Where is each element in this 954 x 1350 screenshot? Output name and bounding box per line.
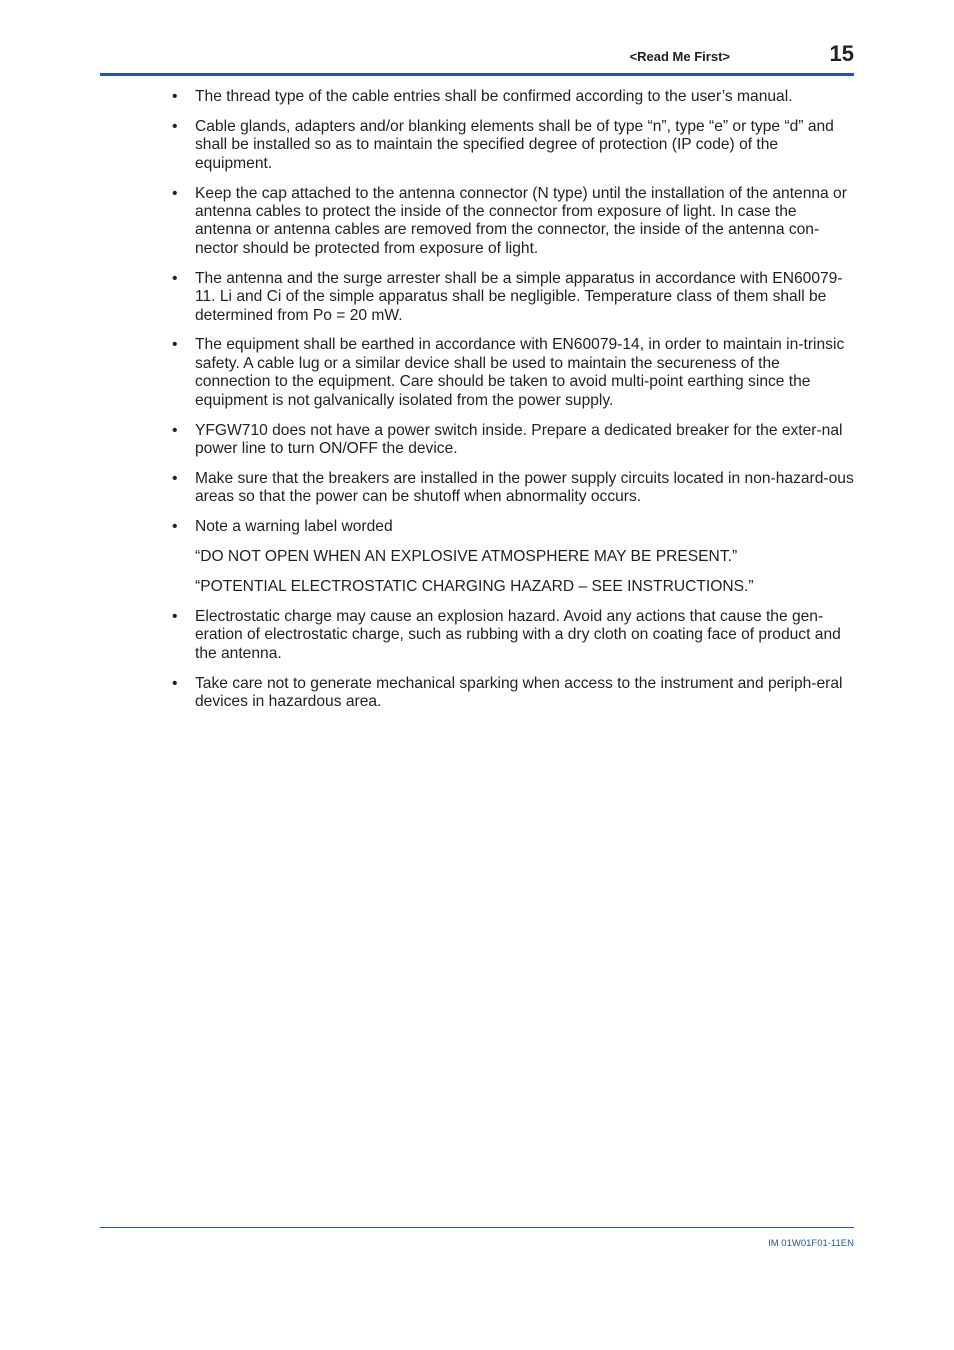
bullet-marker: • <box>172 88 178 105</box>
warning-label-text: “POTENTIAL ELECTROSTATIC CHARGING HAZARD – SEE INSTRUCTIONS.” <box>195 578 754 596</box>
bullet-marker: • <box>172 117 178 135</box>
bullet-item <box>172 675 856 712</box>
bullet-text: Note a warning label worded <box>195 518 393 536</box>
content-body <box>172 88 856 723</box>
bullet-text: Keep the cap attached to the antenna connector (N type) until the installation of the antenna or antenna cables to protect the inside of the connector from exposure of light. In case the antenna or antenna cables are removed from the connector, the inside of the antenna con-nector should be protected from exposure of light. <box>195 184 847 257</box>
bullet-item <box>172 118 856 173</box>
bullet-text: YFGW710 does not have a power switch inside. Prepare a dedicated breaker for the exter-nal power line to turn ON/OFF the device. <box>195 421 843 457</box>
bullet-marker: • <box>172 674 178 692</box>
bullet-item <box>172 270 856 325</box>
bullet-marker: • <box>172 518 178 536</box>
bullet-marker: • <box>172 421 178 439</box>
bullet-marker: • <box>172 607 178 625</box>
bullet-marker: • <box>172 469 178 487</box>
bullet-text: Make sure that the breakers are installed in the power supply circuits located in non-hazard-ous areas so that the power can be shutoff when abnormality occurs. <box>195 469 854 506</box>
bullet-item <box>172 336 856 410</box>
bullet-text: Electrostatic charge may cause an explosion hazard. Avoid any actions that cause the gen-eration of electrostatic charge, such as rubbing with a dry cloth on coating face of product and the antenna. <box>195 607 841 662</box>
bullet-item <box>172 470 856 507</box>
bullet-text: Cable glands, adapters and/or blanking elements shall be of type “n”, type “e” or type “d” and shall be installed so as to maintain the specified degree of protection (IP code) of the equipment. <box>195 117 834 172</box>
bullet-item <box>172 88 856 106</box>
bullet-text: The equipment shall be earthed in accordance with EN60079-14, in order to maintain in-trinsic safety. A cable lug or a similar device shall be used to maintain the secureness of the connection to the equipment. Care should be taken to avoid multi-point earthing since the equipment is not galvanically isolated from the power supply. <box>195 336 845 409</box>
bullet-marker: • <box>172 184 178 202</box>
bullet-marker: • <box>172 269 178 287</box>
running-header-label: <Read Me First> <box>629 49 730 64</box>
bullet-text: The antenna and the surge arrester shall be a simple apparatus in accordance with EN60079-11. Li and Ci of the simple apparatus shall be negligible. Temperature class of them shall be determined from Po = 20 mW. <box>195 269 843 324</box>
header-rule <box>100 73 854 76</box>
bullet-item <box>172 185 856 259</box>
bullet-marker: • <box>172 336 178 354</box>
bullet-item <box>172 518 856 536</box>
warning-label-text: “DO NOT OPEN WHEN AN EXPLOSIVE ATMOSPHERE MAY BE PRESENT.” <box>195 548 738 566</box>
bullet-text: Take care not to generate mechanical sparking when access to the instrument and periph-eral devices in hazardous area. <box>195 674 843 711</box>
bullet-item <box>172 608 856 663</box>
footer-rule <box>100 1227 854 1228</box>
bullet-item <box>172 422 856 459</box>
page-number: 15 <box>829 41 854 66</box>
document-number: IM 01W01F01-11EN <box>768 1238 854 1249</box>
bullet-text: The thread type of the cable entries shall be confirmed according to the user’s manual. <box>195 88 793 105</box>
